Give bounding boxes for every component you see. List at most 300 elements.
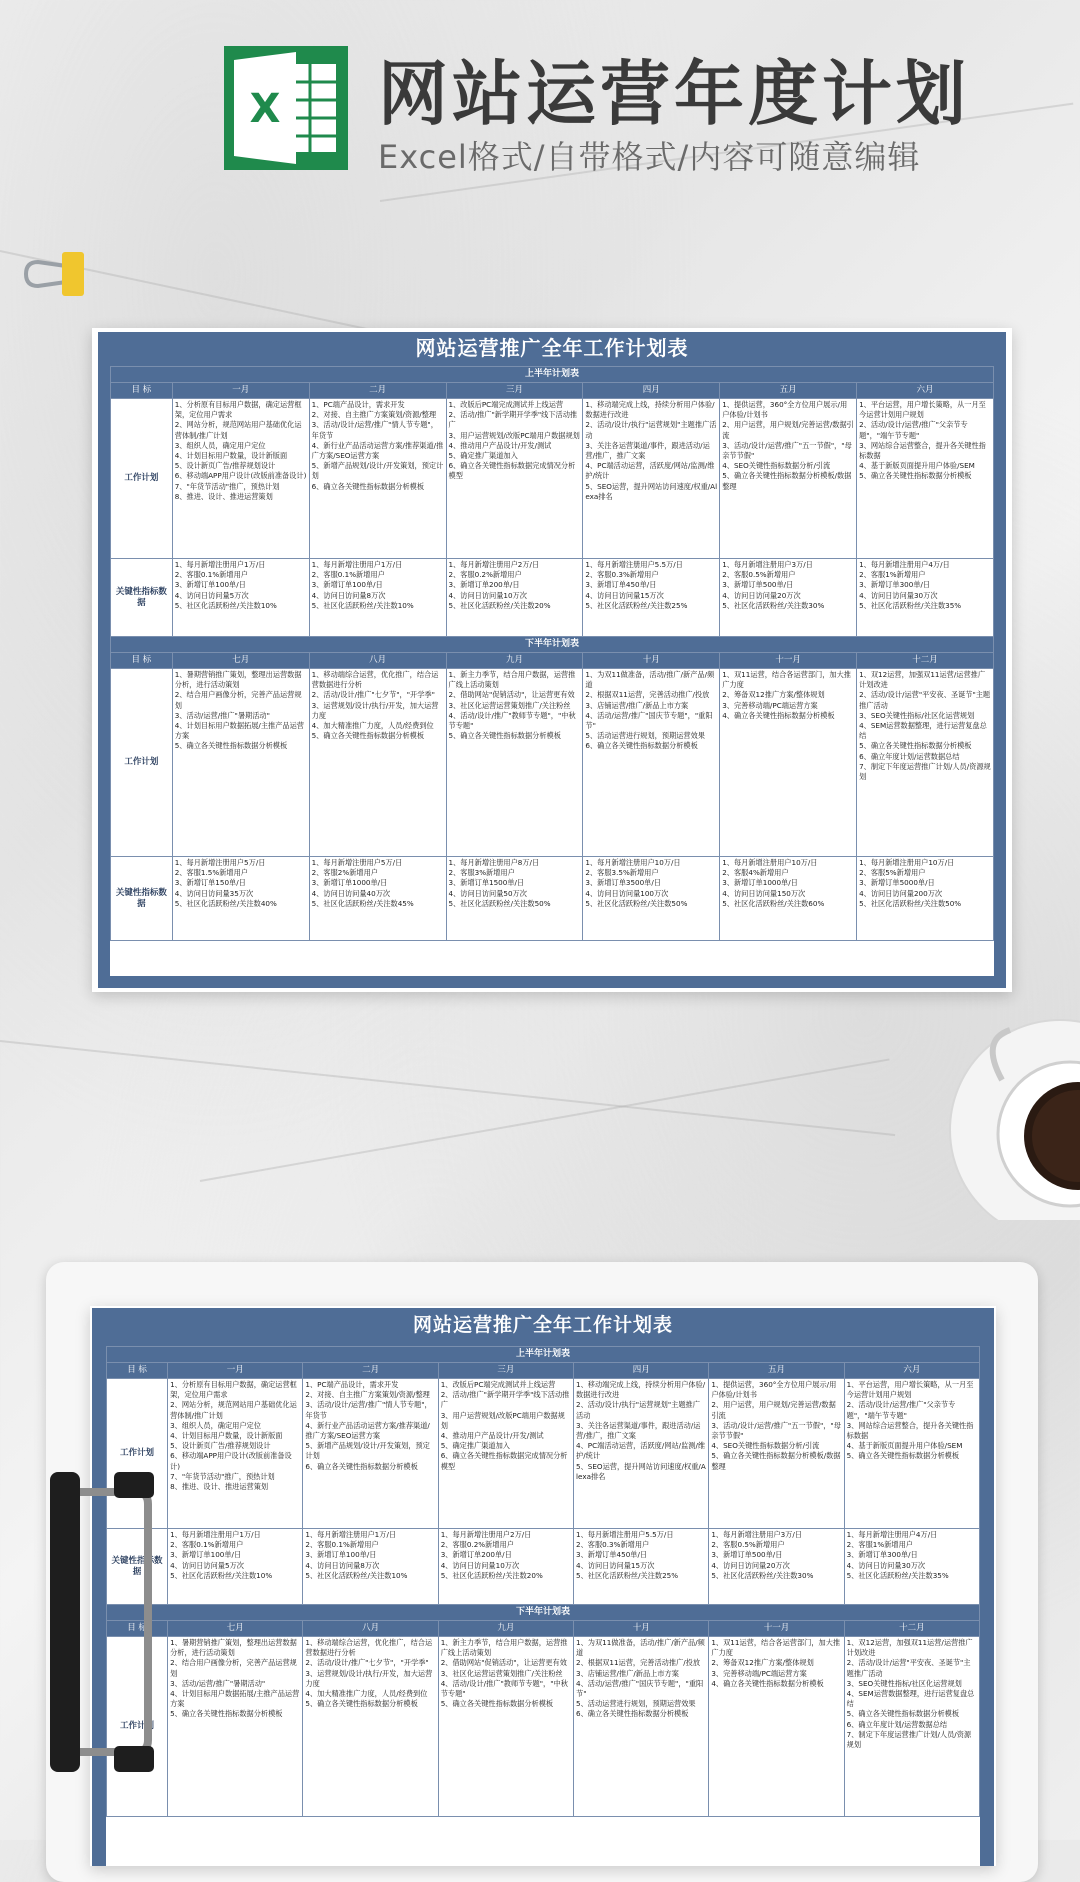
cell-item: 2、活动/设计/推广"七夕节"，"开学季"	[305, 1658, 429, 1668]
cell-item: 5、社区化活跃粉丝/关注数10%	[305, 1570, 408, 1580]
cell-item: 8、推进、设计、推进运营策划	[174, 491, 273, 501]
second-half-label: 下半年计划表	[107, 1605, 980, 1621]
cell-item: 1、每月新增注册用户3万/日	[711, 1530, 802, 1539]
cell-item: 1、改版后PC端完成测试并上线运营	[440, 1380, 556, 1389]
month-header: 十月	[574, 1621, 709, 1637]
cell-item: 1、每月新增注册用户10万/日	[722, 858, 818, 867]
cell-item: 3、新增订单500单/日	[711, 1550, 783, 1560]
cell-item: 1、双12运营，加强双11运营/运营推广计划改进	[846, 1638, 973, 1658]
cell-item: 5、社区化活跃粉丝/关注数30%	[722, 600, 825, 610]
work-cell	[172, 669, 309, 857]
cell-item: 1、双11运营，结合各运营部门，加大推广力度	[722, 670, 851, 690]
cell-item: 4、访问日访问量15万次	[585, 590, 664, 600]
cell-item: 1、每月新增注册用户5万/日	[311, 858, 403, 867]
cell-item: 4、计划目标用户数量，设计新版面	[174, 451, 288, 461]
cell-item: 1、暑期营销推广策划，整理出运营数据分析，进行活动策划	[174, 670, 302, 690]
cell-item: 4、访问日访问量20万次	[711, 1560, 790, 1570]
cell-item: 3、新增订单1000单/日	[311, 878, 388, 888]
cell-item: 5、社区化活跃粉丝/关注数50%	[859, 898, 962, 908]
cell-item: 1、双12运营，加强双11运营/运营推广计划改进	[859, 670, 986, 690]
cell-item: 4、SEO关键性指标数据分析/引流	[711, 1441, 820, 1451]
cell-item: 2、客服0.2%新增用户	[440, 1540, 514, 1550]
row-label-kpi: 关键性指标数据	[111, 857, 173, 941]
cell-item: 1、每月新增注册用户1万/日	[305, 1530, 397, 1539]
cell-item: 2、结合用户画像分析，完善产品运营规划	[174, 690, 302, 710]
cell-item: 3、新增订单100单/日	[305, 1550, 377, 1560]
cell-item: 3、店铺运营/推广/新品上市方案	[585, 700, 689, 710]
cell-item: 5、确立各关键性指标数据分析模板/数据整理	[722, 471, 852, 491]
row-label-kpi: 关键性指标数据	[111, 559, 173, 637]
month-header: 八月	[309, 653, 446, 669]
month-header: 五月	[709, 1363, 844, 1379]
cell-item: 1、移动端完成上线，持续分析用户体验/数据进行改进	[585, 400, 715, 420]
month-header: 六月	[857, 383, 994, 399]
cell-item: 5、社区化活跃粉丝/关注数35%	[846, 1570, 949, 1580]
work-cell	[857, 399, 994, 559]
cell-item: 2、对接、自主推广方案策划/资源/整理	[311, 410, 437, 420]
cell-item: 1、暑期营销推广策划，整理出运营数据分析，进行活动策划	[170, 1638, 297, 1658]
cell-item: 4、访问日访问量5万次	[174, 590, 249, 600]
cell-item: 1、移动端综合运营，优化推广，结合运营数据进行分析	[311, 670, 439, 690]
kpi-cell	[172, 857, 309, 941]
cell-item: 2、客服1%新增用户	[846, 1540, 913, 1550]
cell-item: 5、确立各关键性指标数据分析模板	[440, 1699, 554, 1709]
cell-item: 2、活动/设计/运营"平安夜、圣诞节"主题推广活动	[846, 1658, 971, 1678]
item-header: 目 标	[107, 1621, 168, 1637]
cell-item: 2、客服0.2%新增用户	[448, 570, 522, 580]
kpi-cell	[720, 857, 857, 941]
sheet-title: 网站运营推广全年工作计划表	[412, 1314, 673, 1336]
cell-item: 5、确立各关键性指标数据分析模板	[448, 731, 561, 741]
clipboard-clip-icon	[44, 1472, 156, 1772]
work-cell	[709, 1637, 844, 1817]
cell-item: 3、活动/设计/运营/推广"五一节假"，"母亲节节假"	[722, 440, 852, 461]
cell-item: 2、客服3%新增用户	[448, 868, 515, 878]
cell-item: 3、社区化运营运营策划推广/关注粉丝	[448, 700, 571, 710]
work-cell	[438, 1379, 573, 1529]
cell-item: 1、双11运营，结合各运营部门，加大推广力度	[711, 1638, 841, 1658]
month-header: 七月	[172, 653, 309, 669]
cell-item: 1、平台运营，用户增长策略，从一月至今运营计划用户规划	[846, 1380, 974, 1400]
work-cell	[574, 1379, 709, 1529]
cell-item: 1、平台运营，用户增长策略，从一月至今运营计划用户规划	[859, 400, 986, 420]
first-half-label: 上半年计划表	[107, 1347, 980, 1363]
cell-item: 2、客服1%新增用户	[859, 570, 926, 580]
cell-item: 2、活动/设计/运营/推广"父亲节专题"，"端午节专题"	[859, 420, 968, 440]
cell-item: 3、新增订单150单/日	[174, 878, 246, 888]
cell-item: 6、确立年度计划/运营数据总结	[859, 751, 960, 761]
cell-item: 3、新增订单500单/日	[722, 580, 794, 590]
cell-item: 4、推动用户产品设计/开发/测试	[448, 440, 552, 450]
cell-item: 5、确立各关键性指标数据分析模板/数据整理	[711, 1451, 841, 1471]
cell-item: 4、访问日访问量8万次	[311, 590, 386, 600]
month-header: 十月	[583, 653, 720, 669]
kpi-cell	[583, 857, 720, 941]
page-subtitle: Excel格式/自带格式/内容可随意编辑	[378, 138, 921, 176]
cell-item: 1、PC端产品设计，需求开发	[311, 400, 405, 409]
sheet-title: 网站运营推广全年工作计划表	[415, 336, 689, 360]
cell-item: 4、访问日访问量5万次	[170, 1560, 244, 1570]
cell-item: 2、活动/设计/运营/推广"父亲节专题"，"端午节专题"	[846, 1400, 956, 1420]
cell-item: 2、借助网站"促销活动"，让运营更有效	[440, 1658, 567, 1668]
cell-item: 4、访问日访问量10万次	[440, 1560, 520, 1570]
cell-item: 4、访问日访问量8万次	[305, 1560, 380, 1570]
cell-item: 3、活动/设计/运营/推广"五一节假"，"母亲节节假"	[711, 1420, 841, 1441]
work-cell	[709, 1379, 844, 1529]
cell-item: 1、每月新增注册用户5.5万/日	[585, 560, 683, 569]
cell-item: 2、客服0.1%新增用户	[174, 570, 248, 580]
cell-item: 2、活动/设计/推广"七夕节"，"开学季"	[311, 690, 435, 700]
cell-item: 2、客服3.5%新增用户	[585, 868, 659, 878]
work-cell	[309, 399, 446, 559]
month-header: 一月	[168, 1363, 303, 1379]
cell-item: 4、活动/运营/推广"国庆节专题"，"重阳节"	[576, 1678, 704, 1699]
cell-item: 5、确立各关键性指标数据分析模板	[311, 731, 425, 741]
month-header: 三月	[446, 383, 583, 399]
cell-item: 5、社区化活跃粉丝/关注数25%	[576, 1570, 679, 1580]
cell-item: 3、组织人员，确定用户定位	[174, 440, 266, 450]
cell-item: 2、客服0.3%新增用户	[576, 1540, 650, 1550]
cell-item: 4、访问日访问量50万次	[448, 888, 527, 898]
cell-item: 2、根据双11运营，完善活动推广/投放	[585, 690, 710, 700]
cell-item: 4、活动/设计/推广"教师节专题"，"中秋节专题"	[440, 1678, 568, 1699]
kpi-cell	[309, 857, 446, 941]
work-cell	[303, 1379, 438, 1529]
sheet-table-area	[110, 366, 994, 976]
plan-sheet-preview-second	[90, 1306, 996, 1866]
work-cell	[303, 1637, 438, 1817]
cell-item: 3、新增订单5000单/日	[859, 878, 935, 888]
kpi-cell	[168, 1529, 303, 1605]
cell-item: 1、每月新增注册用户2万/日	[440, 1530, 532, 1539]
cell-item: 4、访问日访问量30万次	[846, 1560, 926, 1570]
kpi-cell	[857, 559, 994, 637]
cell-item: 3、活动/运营/推广"暑期活动"	[174, 710, 270, 720]
cell-item: 1、每月新增注册用户4万/日	[859, 560, 950, 569]
item-header: 目 标	[107, 1363, 168, 1379]
cell-item: 3、活动/设计/运营/推广"情人节专题"，年货节	[305, 1400, 432, 1420]
cell-item: 3、新增订单1500单/日	[448, 878, 525, 888]
cell-item: 5、确立各关键性指标数据分析模板	[859, 741, 972, 751]
cell-item: 4、访问日访问量10万次	[448, 590, 527, 600]
cell-item: 4、计划目标用户数据拓展/主推产品运营方案	[170, 1689, 300, 1709]
cell-item: 3、完善移动端/PC端运营方案	[711, 1668, 807, 1678]
cell-item: 7、"年货节活动"推广，预热计划	[174, 481, 280, 491]
cell-item: 5、社区化活跃粉丝/关注数35%	[859, 600, 962, 610]
cell-item: 6、确立各关键性指标数据分析模板	[311, 481, 425, 491]
work-cell	[446, 399, 583, 559]
month-header: 十一月	[709, 1621, 844, 1637]
month-header: 十二月	[857, 653, 994, 669]
month-header: 八月	[303, 1621, 438, 1637]
kpi-cell	[172, 559, 309, 637]
cell-item: 5、确立各关键性指标数据分析模板	[859, 471, 972, 481]
plan-table	[106, 1346, 980, 1817]
cell-item: 6、确立各关键性指标数据分析模板	[576, 1709, 689, 1719]
kpi-cell	[309, 559, 446, 637]
cell-item: 2、客服0.1%新增用户	[170, 1540, 244, 1550]
second-half-label: 下半年计划表	[111, 637, 994, 653]
kpi-cell	[303, 1529, 438, 1605]
cell-item: 7、制定下年度运营推广计划/人员/资源规划	[846, 1729, 972, 1750]
cell-item: 4、新行业产品活动运营方案/推荐渠道/推广方案/SEO运营方案	[305, 1420, 430, 1441]
month-header: 三月	[438, 1363, 573, 1379]
cell-item: 4、确立各关键性指标数据分析模板	[722, 710, 835, 720]
cell-item: 1、每月新增注册用户1万/日	[174, 560, 266, 569]
cell-item: 2、客服1.5%新增用户	[174, 868, 248, 878]
cell-item: 4、活动/运营/推广"国庆节专题"，"重阳节"	[585, 710, 713, 731]
cell-item: 2、筹备双12推广方案/整体规划	[722, 690, 825, 700]
cell-item: 6、确立各关键性指标数据分析模板	[305, 1461, 418, 1471]
cell-item: 2、客服0.3%新增用户	[585, 570, 659, 580]
cell-item: 4、访问日访问量100万次	[585, 888, 669, 898]
cell-item: 2、客服0.5%新增用户	[711, 1540, 785, 1550]
work-cell	[583, 399, 720, 559]
cell-item: 2、客服0.1%新增用户	[305, 1540, 379, 1550]
month-header: 一月	[172, 383, 309, 399]
cell-item: 2、活动/推广"新学期开学季"线下活动推广	[440, 1390, 570, 1410]
cell-item: 1、移动端完成上线，持续分析用户体验/数据进行改进	[576, 1380, 706, 1400]
row-label-work: 工作计划	[111, 399, 173, 559]
cell-item: 1、每月新增注册用户10万/日	[585, 858, 681, 867]
cell-item: 1、为双11做准备，活动/推广/新产品/频道	[585, 670, 715, 690]
cell-item: 2、客服4%新增用户	[722, 868, 789, 878]
cell-item: 3、SEO关键性指标/社区化运营规划	[846, 1678, 962, 1688]
cell-item: 5、社区化活跃粉丝/关注数10%	[174, 600, 277, 610]
cell-item: 1、每月新增注册用户10万/日	[859, 858, 955, 867]
cell-item: 5、社区化活跃粉丝/关注数30%	[711, 1570, 814, 1580]
cell-item: 4、访问日访问量15万次	[576, 1560, 655, 1570]
cell-item: 3、网站综合运营整合，提升各关键性指标数据	[859, 440, 986, 461]
cell-item: 4、SEM运营数据整理，进行运营复盘总结	[846, 1689, 975, 1709]
item-header: 目 标	[111, 383, 173, 399]
cell-item: 2、根据双11运营，完善活动推广/投放	[576, 1658, 701, 1668]
cell-item: 2、活动/设计/执行"运营规划"主题推广活动	[585, 420, 717, 440]
cell-item: 3、运营规划/设计/执行/开发，加大运营力度	[311, 700, 439, 720]
cell-item: 3、新增订单100单/日	[170, 1550, 242, 1560]
cell-item: 5、社区化活跃粉丝/关注数25%	[585, 600, 688, 610]
plan-table	[110, 366, 994, 941]
cell-item: 3、关注各运营渠道/事件，跟进活动/运营/推广，推广文案	[576, 1420, 701, 1441]
sheet-frame	[98, 332, 1006, 988]
cell-item: 3、关注各运营渠道/事件，跟进活动/运营/推广，推广文案	[585, 440, 710, 461]
cell-item: 3、完善移动端/PC端运营方案	[722, 700, 818, 710]
cell-item: 2、客服2%新增用户	[311, 868, 378, 878]
work-cell	[720, 399, 857, 559]
cell-item: 2、客服0.1%新增用户	[311, 570, 385, 580]
cell-item: 2、活动/推广"新学期开学季"线下活动推广	[448, 410, 578, 430]
work-cell	[574, 1637, 709, 1817]
cell-item: 4、基于新版页面提升用户体验/SEM	[859, 461, 975, 471]
plan-sheet-preview	[92, 328, 1012, 992]
cell-item: 5、确立各关键性指标数据分析模板	[170, 1709, 283, 1719]
work-cell	[720, 669, 857, 857]
row-label-work: 工作计划	[111, 669, 173, 857]
cell-item: 4、计划目标用户数据拓展/主推产品运营方案	[174, 721, 304, 741]
cell-item: 5、新增产品规划/设计/开发策划，预定计划	[311, 461, 444, 481]
kpi-cell	[446, 559, 583, 637]
cell-item: 4、访问日访问量150万次	[722, 888, 806, 898]
cell-item: 2、筹备双12推广方案/整体规划	[711, 1658, 814, 1668]
month-header: 二月	[303, 1363, 438, 1379]
cell-item: 4、推动用户产品设计/开发/测试	[440, 1431, 544, 1441]
cell-item: 4、加大精准推广力度，人员/经费到位	[311, 721, 434, 731]
cell-item: 4、加大精准推广力度，人员/经费到位	[305, 1689, 428, 1699]
work-cell	[446, 669, 583, 857]
cell-item: 1、分析原有目标用户数据，确定运营框架，定位用户需求	[170, 1380, 297, 1400]
cell-item: 3、活动/运营/推广"暑期活动"	[170, 1678, 266, 1688]
cell-item: 3、新增订单300单/日	[859, 580, 931, 590]
work-cell	[168, 1637, 303, 1817]
cell-item: 4、访问日访问量20万次	[722, 590, 801, 600]
cell-item: 2、客服5%新增用户	[859, 868, 926, 878]
cell-item: 3、新增订单300单/日	[846, 1550, 918, 1560]
cell-item: 4、SEO关键性指标数据分析/引流	[722, 461, 831, 471]
cell-item: 4、活动/设计/推广"教师节专题"，"中秋节专题"	[448, 710, 576, 731]
cell-item: 5、确立各关键性指标数据分析模板	[174, 741, 288, 751]
cell-item: 1、为双11做准备，活动/推广/新产品/频道	[576, 1638, 705, 1658]
cell-item: 5、活动运营进行规划，预期运营效果	[585, 731, 705, 741]
cell-item: 2、网站分析，规范网站用户基础优化运营体制/推广计划	[174, 420, 302, 440]
cell-item: 3、新增订单1000单/日	[722, 878, 798, 888]
cell-item: 5、社区化活跃粉丝/关注数10%	[311, 600, 414, 610]
cell-item: 5、确定推广渠道加入	[448, 451, 518, 461]
cell-item: 4、访问日访问量200万次	[859, 888, 943, 898]
cell-item: 1、每月新增注册用户3万/日	[722, 560, 813, 569]
cell-item: 6、移动端APP用户设计(改版前准备设计)	[170, 1451, 292, 1471]
work-cell	[857, 669, 994, 857]
page-title: 网站运营年度计划	[378, 53, 970, 135]
cell-item: 6、确立各关键性指标数据分析模板	[585, 741, 698, 751]
month-header: 九月	[438, 1621, 573, 1637]
row-label-kpi: 关键性指标数据	[107, 1529, 168, 1605]
cell-item: 5、设计新页广告/推荐规划设计	[170, 1441, 271, 1451]
coffee-cup-icon	[940, 1010, 1080, 1220]
month-header: 十一月	[720, 653, 857, 669]
cell-item: 1、每月新增注册用户5.5万/日	[576, 1530, 674, 1539]
kpi-cell	[583, 559, 720, 637]
cell-item: 4、访问日访问量35万次	[174, 888, 254, 898]
cell-item: 3、新增订单100单/日	[311, 580, 383, 590]
cell-item: 6、确立各关键性指标数据完成情况分析模型	[448, 461, 576, 481]
month-header: 七月	[168, 1621, 303, 1637]
cell-item: 3、新增订单3500单/日	[585, 878, 661, 888]
row-label-work: 工作计划	[107, 1637, 168, 1817]
cell-item: 7、制定下年度运营推广计划/人员/资源规划	[859, 761, 991, 782]
cell-item: 5、确立各关键性指标数据分析模板	[846, 1451, 960, 1461]
cell-item: 2、客服0.5%新增用户	[722, 570, 796, 580]
cell-item: 5、社区化活跃粉丝/关注数10%	[170, 1570, 273, 1580]
month-header: 四月	[574, 1363, 709, 1379]
work-cell	[844, 1379, 979, 1529]
cell-item: 6、移动端APP用户设计(改版前准备设计)	[174, 471, 307, 481]
work-cell	[172, 399, 309, 559]
sheet-frame	[92, 1308, 994, 1866]
item-header: 目 标	[111, 653, 173, 669]
cell-item: 5、SEO运营，提升网站访问速度/权重/Alexa排名	[576, 1461, 706, 1481]
kpi-cell	[844, 1529, 979, 1605]
kpi-cell	[574, 1529, 709, 1605]
cell-item: 5、活动运营进行规划，预期运营效果	[576, 1699, 696, 1709]
cell-item: 5、社区化活跃粉丝/关注数20%	[448, 600, 551, 610]
cell-item: 1、每月新增注册用户4万/日	[846, 1530, 938, 1539]
cell-item: 1、移动端综合运营，优化推广，结合运营数据进行分析	[305, 1638, 433, 1658]
cell-item: 6、确立各关键性指标数据完成情况分析模型	[440, 1451, 568, 1471]
cell-item: 7、"年货节活动"推广，预热计划	[170, 1471, 275, 1481]
cell-item: 1、改版后PC端完成测试并上线运营	[448, 400, 564, 409]
month-header: 九月	[446, 653, 583, 669]
cell-item: 1、每月新增注册用户1万/日	[311, 560, 403, 569]
cell-item: 5、社区化活跃粉丝/关注数45%	[311, 898, 414, 908]
cell-item: 1、提供运营，360°全方位用户展示/用户体验/计划书	[711, 1380, 837, 1400]
cell-item: 3、社区化运营运营策划推广/关注粉丝	[440, 1668, 563, 1678]
cell-item: 1、每月新增注册用户8万/日	[448, 858, 540, 867]
cell-item: 5、新增产品规划/设计/开发策划，预定计划	[305, 1441, 430, 1461]
cell-item: 1、每月新增注册用户5万/日	[174, 858, 266, 867]
cell-item: 3、用户运营规划/改版PC端用户数据规划	[448, 430, 580, 440]
cell-item: 1、新主力季节，结合用户数据，运营推广线上活动策划	[440, 1638, 568, 1658]
cell-item: 3、组织人员，确定用户定位	[170, 1420, 261, 1430]
first-half-label: 上半年计划表	[111, 367, 994, 383]
month-header: 五月	[720, 383, 857, 399]
kpi-cell	[720, 559, 857, 637]
cell-item: 3、新增订单100单/日	[174, 580, 246, 590]
kpi-cell	[438, 1529, 573, 1605]
cell-item: 2、用户运营，用户规划/完善运营/数据引流	[722, 420, 854, 440]
sheet-table-area	[106, 1346, 980, 1866]
cell-item: 5、确立各关键性指标数据分析模板	[305, 1699, 418, 1709]
cell-item: 4、确立各关键性指标数据分析模板	[711, 1678, 824, 1688]
cell-item: 2、活动/设计/运营"平安夜、圣诞节"主题推广活动	[859, 690, 991, 710]
cell-item: 4、访问日访问量40万次	[311, 888, 391, 898]
cell-item: 5、确定推广渠道加入	[440, 1441, 510, 1451]
cell-item: 5、设计新页广告/推荐规划设计	[174, 461, 276, 471]
cell-item: 3、SEO关键性指标/社区化运营规划	[859, 710, 975, 720]
cell-item: 5、社区化活跃粉丝/关注数50%	[585, 898, 688, 908]
cell-item: 2、对接、自主推广方案策划/资源/整理	[305, 1390, 430, 1400]
cell-item: 5、社区化活跃粉丝/关注数60%	[722, 898, 825, 908]
month-header: 四月	[583, 383, 720, 399]
cell-item: 1、提供运营，360°全方位用户展示/用户体验/计划书	[722, 400, 848, 420]
cell-item: 5、社区化活跃粉丝/关注数20%	[440, 1570, 543, 1580]
cell-item: 4、PC端活动运营，活跃度/网站/监测/维护/统计	[576, 1441, 706, 1461]
row-label-work: 工作计划	[107, 1379, 168, 1529]
cell-item: 5、SEO运营，提升网站访问速度/权重/Alexa排名	[585, 481, 718, 501]
cell-item: 3、新增订单450单/日	[576, 1550, 648, 1560]
cell-item: 2、活动/设计/执行"运营规划"主题推广活动	[576, 1400, 700, 1420]
cell-item: 2、借助网站"促销活动"，让运营更有效	[448, 690, 575, 700]
cell-item: 3、新增订单450单/日	[585, 580, 657, 590]
cell-item: 8、推进、设计、推进运营策划	[170, 1482, 269, 1492]
excel-logo-letter: X	[249, 86, 281, 132]
kpi-cell	[857, 857, 994, 941]
kpi-cell	[709, 1529, 844, 1605]
cell-item: 2、网站分析，规范网站用户基础优化运营体制/推广计划	[170, 1400, 297, 1420]
work-cell	[168, 1379, 303, 1529]
cell-item: 4、PC端活动运营，活跃度/网站/监测/维护/统计	[585, 461, 715, 481]
cell-item: 1、每月新增注册用户1万/日	[170, 1530, 261, 1539]
cell-item: 4、新行业产品活动运营方案/推荐渠道/推广方案/SEO运营方案	[311, 440, 444, 461]
binder-clip-icon	[22, 244, 86, 300]
cell-item: 2、用户运营，用户规划/完善运营/数据引流	[711, 1400, 836, 1420]
month-header: 六月	[844, 1363, 979, 1379]
work-cell	[309, 669, 446, 857]
cell-item: 4、访问日访问量30万次	[859, 590, 938, 600]
month-header: 二月	[309, 383, 446, 399]
cell-item: 6、确立年度计划/运营数据总结	[846, 1719, 948, 1729]
work-cell	[438, 1637, 573, 1817]
work-cell	[583, 669, 720, 857]
